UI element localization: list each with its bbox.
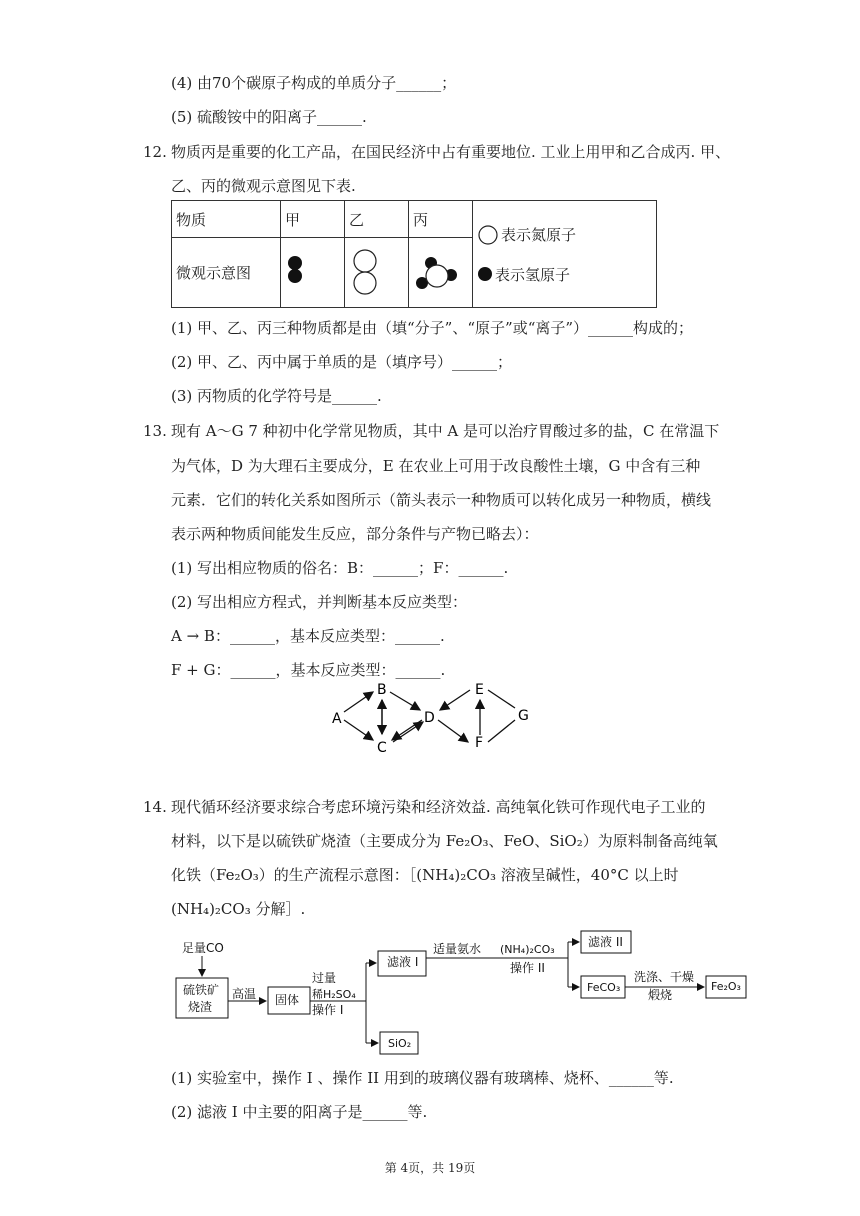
nitrogen-molecule-icon — [349, 241, 389, 301]
label-filtrate2: 滤液 II — [588, 935, 623, 949]
q14-number: 14. — [143, 798, 167, 816]
arrow-d-f — [438, 720, 468, 742]
ammonia-molecule-icon — [413, 241, 468, 301]
q13-part1: (1) 写出相应物质的俗名：B：______；F：______. — [171, 559, 509, 577]
q13-stem-line2: 为气体，D 为大理石主要成分，E 在农业上可用于改良酸性土壤，G 中含有三种 — [171, 457, 701, 475]
label-op1: 操作 I — [312, 1003, 344, 1017]
q12-part2: (2) 甲、乙、丙中属于单质的是（填序号）______； — [171, 353, 513, 371]
q14-part2: (2) 滤液 I 中主要的阳离子是______等. — [171, 1103, 428, 1121]
q12-part1: (1) 甲、乙、丙三种物质都是由（填“分子”、“原子”或“离子”）______构成的； — [171, 319, 694, 337]
label-acid1: 过量 — [312, 971, 337, 985]
node-g: G — [518, 708, 529, 724]
q14-process-flowchart — [170, 930, 760, 1060]
label-filtrate1: 滤液 I — [387, 955, 419, 969]
q14-part1: (1) 实验室中，操作 I 、操作 II 用到的玻璃仪器有玻璃棒、烧杯、______等. — [171, 1069, 674, 1087]
arrow-a-b — [344, 692, 373, 712]
q12-part3: (3) 丙物质的化学符号是______. — [171, 387, 382, 405]
q13-stem-line4: 表示两种物质间能发生反应，部分条件与产物已略去）： — [171, 525, 539, 543]
q12-stem-line2: 乙、丙的微观示意图见下表. — [171, 177, 356, 195]
hydrogen-molecule-icon — [285, 241, 325, 301]
label-ammonia: 适量氨水 — [433, 942, 482, 956]
arrow-c-d — [393, 722, 423, 742]
table-col-jia: 甲 — [281, 201, 345, 238]
q13-stem-line1: 现有 A～G 7 种初中化学常见物质，其中 A 是可以治疗胃酸过多的盐，C 在常温下 — [171, 422, 720, 440]
q14-stem-line1: 现代循环经济要求综合考虑环境污染和经济效益. 高纯氧化铁可作现代电子工业的 — [171, 798, 706, 816]
arrow-d-c — [392, 720, 422, 740]
label-calcine: 煅烧 — [648, 988, 673, 1002]
q14-stem-line4: (NH₄)₂CO₃ 分解］. — [171, 900, 306, 918]
label-ore2: 烧渣 — [188, 1000, 213, 1014]
label-high-temp: 高温 — [232, 987, 257, 1001]
table-row-label: 微观示意图 — [172, 238, 281, 308]
node-b: B — [377, 682, 387, 698]
arrow-b-d — [390, 692, 420, 710]
q11-part5: (5) 硫酸铵中的阳离子______. — [171, 108, 367, 126]
hydrogen-atom-icon — [477, 265, 495, 283]
node-e: E — [475, 682, 484, 698]
node-d: D — [424, 710, 435, 726]
nitrogen-atom-icon — [477, 224, 501, 246]
node-c: C — [377, 740, 387, 756]
label-feco3: FeCO₃ — [587, 981, 621, 994]
label-solid: 固体 — [275, 993, 300, 1007]
q13-number: 13. — [143, 422, 167, 440]
legend-hydrogen — [477, 264, 652, 285]
q13-stem-line3: 元素．它们的转化关系如图所示（箭头表示一种物质可以转化成另一种物质，横线 — [171, 491, 712, 509]
q13-part3: A → B：______，基本反应类型：______. — [171, 627, 445, 645]
q14-stem-line3: 化铁（Fe₂O₃）的生产流程示意图：［(NH₄)₂CO₃ 溶液呈碱性，40°C 以上时 — [171, 866, 679, 884]
arrow-e-d — [440, 690, 470, 710]
line-f-g — [488, 720, 515, 742]
node-f: F — [475, 735, 484, 751]
table-header-label: 物质 — [172, 201, 281, 238]
label-sio2: SiO₂ — [388, 1037, 412, 1050]
label-carbonate: (NH₄)₂CO₃ — [500, 943, 555, 956]
label-acid2: 稀H₂SO₄ — [312, 988, 356, 1001]
line-e-g — [488, 690, 515, 708]
label-ore1: 硫铁矿 — [183, 983, 220, 997]
label-wash: 洗涤、干燥 — [634, 970, 695, 984]
arrow-a-c — [344, 720, 373, 740]
label-op2: 操作 II — [510, 961, 545, 975]
q14-stem-line2: 材料，以下是以硫铁矿烧渣（主要成分为 Fe₂O₃、FeO、SiO₂）为原料制备高纯氧 — [171, 832, 718, 850]
q12-stem-line1: 物质丙是重要的化工产品，在国民经济中占有重要地位. 工业上用甲和乙合成丙. 甲、 — [171, 143, 731, 161]
q13-part4: F + G：______，基本反应类型：______. — [171, 661, 446, 679]
table-col-yi: 乙 — [345, 201, 409, 238]
q12-number: 12. — [143, 143, 167, 161]
legend-nitrogen — [477, 224, 652, 246]
q13-relation-diagram — [320, 680, 550, 760]
molecule-bing — [409, 238, 473, 308]
legend-nitrogen-label: 表示氮原子 — [501, 226, 577, 244]
q13-part2: (2) 写出相应方程式，并判断基本反应类型： — [171, 593, 468, 611]
node-a: A — [332, 711, 342, 727]
molecule-yi — [345, 238, 409, 308]
table-col-bing: 丙 — [409, 201, 473, 238]
page-footer: 第 4页，共 19页 — [384, 1161, 476, 1175]
molecule-jia — [281, 238, 345, 308]
label-fe2o3: Fe₂O₃ — [711, 980, 741, 993]
table-legend — [473, 201, 657, 308]
q12-molecule-table — [171, 200, 657, 308]
legend-hydrogen-label: 表示氢原子 — [495, 265, 571, 284]
label-co: 足量CO — [182, 941, 224, 955]
q11-part4: (4) 由70个碳原子构成的单质分子______； — [171, 74, 457, 92]
